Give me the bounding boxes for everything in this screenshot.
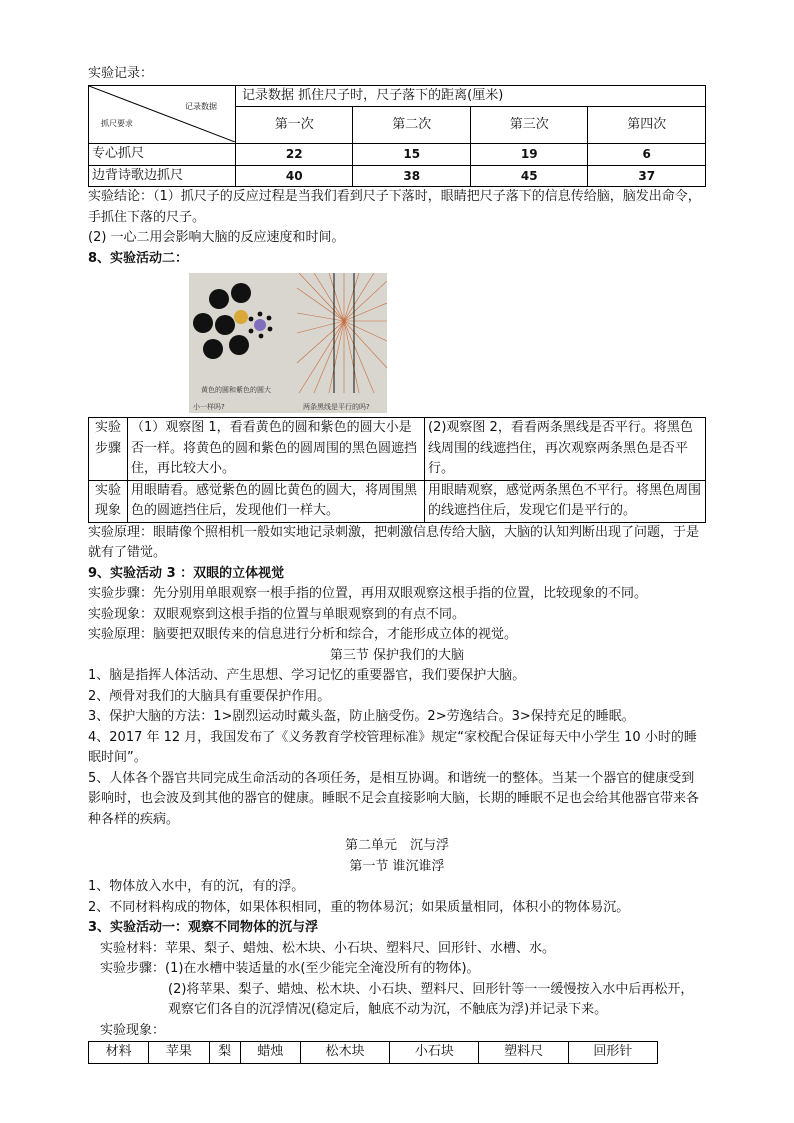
steps-label: 实验步骤 — [89, 418, 128, 481]
material-header: 梨 — [209, 1042, 240, 1064]
table-row — [89, 418, 706, 481]
unit2-p1: 1、物体放入水中，有的沉，有的浮。 — [88, 879, 305, 894]
figure-caption-2: 两条黑线是平行的吗? — [303, 403, 370, 411]
material-header: 塑料尺 — [479, 1042, 568, 1064]
record-table — [88, 85, 706, 188]
cell-value: 37 — [588, 165, 706, 187]
cell-value: 15 — [353, 144, 470, 166]
material-header: 蜡烛 — [240, 1042, 300, 1064]
table-row — [89, 144, 706, 166]
col-header: 第一次 — [236, 107, 353, 144]
materials-table — [88, 1041, 658, 1064]
unit2-steps1: 实验步骤：(1)在水槽中装适量的水(至少能完全淹没所有的物体)。 — [100, 961, 480, 976]
section3-p4: 4、2017 年 12 月，我国发布了《义务教育学校管理标准》规定“家校配合保证每天中小学生 10 小时的睡眠时间”。 — [88, 729, 697, 765]
col-header: 第三次 — [470, 107, 587, 144]
activity2-title: 8、实验活动二： — [88, 250, 189, 266]
diagonal-header-cell — [89, 85, 236, 144]
obs-left: 用眼睛看。感觉紫色的圆比黄色的圆大，将周围黑色的圆遮挡住后，发现他们一样大。 — [128, 480, 425, 522]
activity3-principle: 实验原理：脑要把双眼传来的信息进行分析和综合，才能形成立体的视觉。 — [88, 627, 518, 642]
row-label: 边背诗歌边抓尺 — [89, 165, 236, 187]
illusion-figure — [189, 273, 387, 413]
steps-left: （1）观察图 1，看看黄色的圆和紫色的圆大小是否一样。将黄色的圆和紫色的圆周围的黑色圆遮挡住，再比较大小。 — [128, 418, 425, 481]
material-header: 材料 — [89, 1042, 149, 1064]
unit2-steps2: (2)将苹果、梨子、蜡烛、松木块、小石块、塑料尺、回形针等一一缓慢按入水中后再松开，观察它们各自的沉浮情况(稳定后，触底不动为沉，不触底为浮)并记录下来。 — [168, 981, 694, 1017]
unit2-title: 第二单元 沉与浮 — [344, 838, 449, 853]
unit2-section1: 第一节 谁沉谁浮 — [349, 858, 445, 874]
cell-value: 6 — [588, 144, 706, 166]
activity3-obs: 实验现象：双眼观察到这根手指的位置与单眼观察到的有点不同。 — [88, 606, 466, 622]
activity3-title: 9、实验活动 3 ：双眼的立体视觉 — [88, 565, 285, 581]
col-header: 第四次 — [588, 107, 706, 144]
activity3-steps: 实验步骤：先分别用单眼观察一根手指的位置，再用双眼观察这根手指的位置，比较现象的不同。 — [88, 586, 648, 601]
document-page — [88, 64, 706, 1064]
unit2-materials: 实验材料：苹果、梨子、蜡烛、松木块、小石块、塑料尺、回形针、水槽、水。 — [100, 940, 556, 956]
record-heading: 实验记录： — [88, 66, 154, 81]
material-header: 松木块 — [301, 1042, 390, 1064]
unit2-p3: 3、实验活动一：观察不同物体的沉与浮 — [88, 920, 319, 935]
material-header: 苹果 — [149, 1042, 209, 1064]
corner-bottom-label: 抓尺要求 — [101, 118, 133, 128]
figure-caption-1: 黄色的圆和紫色的圆大 — [201, 386, 271, 394]
steps-right: (2)观察图 2，看看两条黑线是否平行。将黑色线周围的线遮挡住，再次观察两条黑色是否平行。 — [425, 418, 706, 481]
table-row — [89, 480, 706, 522]
table-row — [89, 1042, 658, 1064]
section3-p3: 3、保护大脑的方法：1>剧烈运动时戴头盔，防止脑受伤。2>劳逸结合。3>保持充足的睡眠。 — [88, 709, 635, 724]
activity2-table — [88, 417, 706, 523]
material-header: 小石块 — [390, 1042, 479, 1064]
conclusion-2: (2) 一心二用会影响大脑的反应速度和时间。 — [88, 230, 345, 245]
obs-right: 用眼睛观察，感觉两条黑色不平行。将黑色周围的线遮挡住后，发现它们是平行的。 — [425, 480, 706, 522]
unit2-obs: 实验现象： — [100, 1022, 166, 1038]
section3-p2: 2、颅骨对我们的大脑具有重要保护作用。 — [88, 688, 331, 704]
activity2-principle: 实验原理：眼睛像个照相机一般如实地记录刺激，把刺激信息传给大脑，大脑的认知判断出现了问题，于是就有了错觉。 — [88, 524, 700, 560]
unit2-p2: 2、不同材料构成的物体，如果体积相同，重的物体易沉；如果质量相同，体积小的物体易沉。 — [88, 899, 630, 915]
cell-value: 45 — [470, 165, 587, 187]
cell-value: 38 — [353, 165, 470, 187]
obs-label: 实验现象 — [89, 480, 128, 522]
corner-top-label: 记录数据 — [185, 102, 217, 112]
material-header: 回形针 — [568, 1042, 657, 1064]
section3-title: 第三节 保护我们的大脑 — [329, 647, 465, 663]
section3-p5: 5、人体各个器官共同完成生命活动的各项任务，是相互协调。和谐统一的整体。当某一个器官的健康受到影响时，也会波及到其他的器官的健康。睡眠不足会直接影响大脑，长期的睡眠不足也会给其他器官带来各种各样的疾病。 — [88, 770, 700, 827]
col-header: 第二次 — [353, 107, 470, 144]
table-row — [89, 165, 706, 187]
cell-value: 22 — [236, 144, 353, 166]
conclusion-1: 实验结论：（1）抓尺子的反应过程是当我们看到尺子下落时，眼睛把尺子落下的信息传给脑，脑发出命令，手抓住下落的尺子。 — [88, 189, 701, 225]
header-span: 记录数据 抓住尺子时，尺子落下的距离(厘米) — [236, 85, 706, 107]
section3-p1: 1、脑是指挥人体活动、产生思想、学习记忆的重要器官，我们要保护大脑。 — [88, 668, 526, 683]
cell-value: 19 — [470, 144, 587, 166]
figure-caption-3: 小一样吗? — [193, 403, 225, 411]
cell-value: 40 — [236, 165, 353, 187]
row-label: 专心抓尺 — [89, 144, 236, 166]
